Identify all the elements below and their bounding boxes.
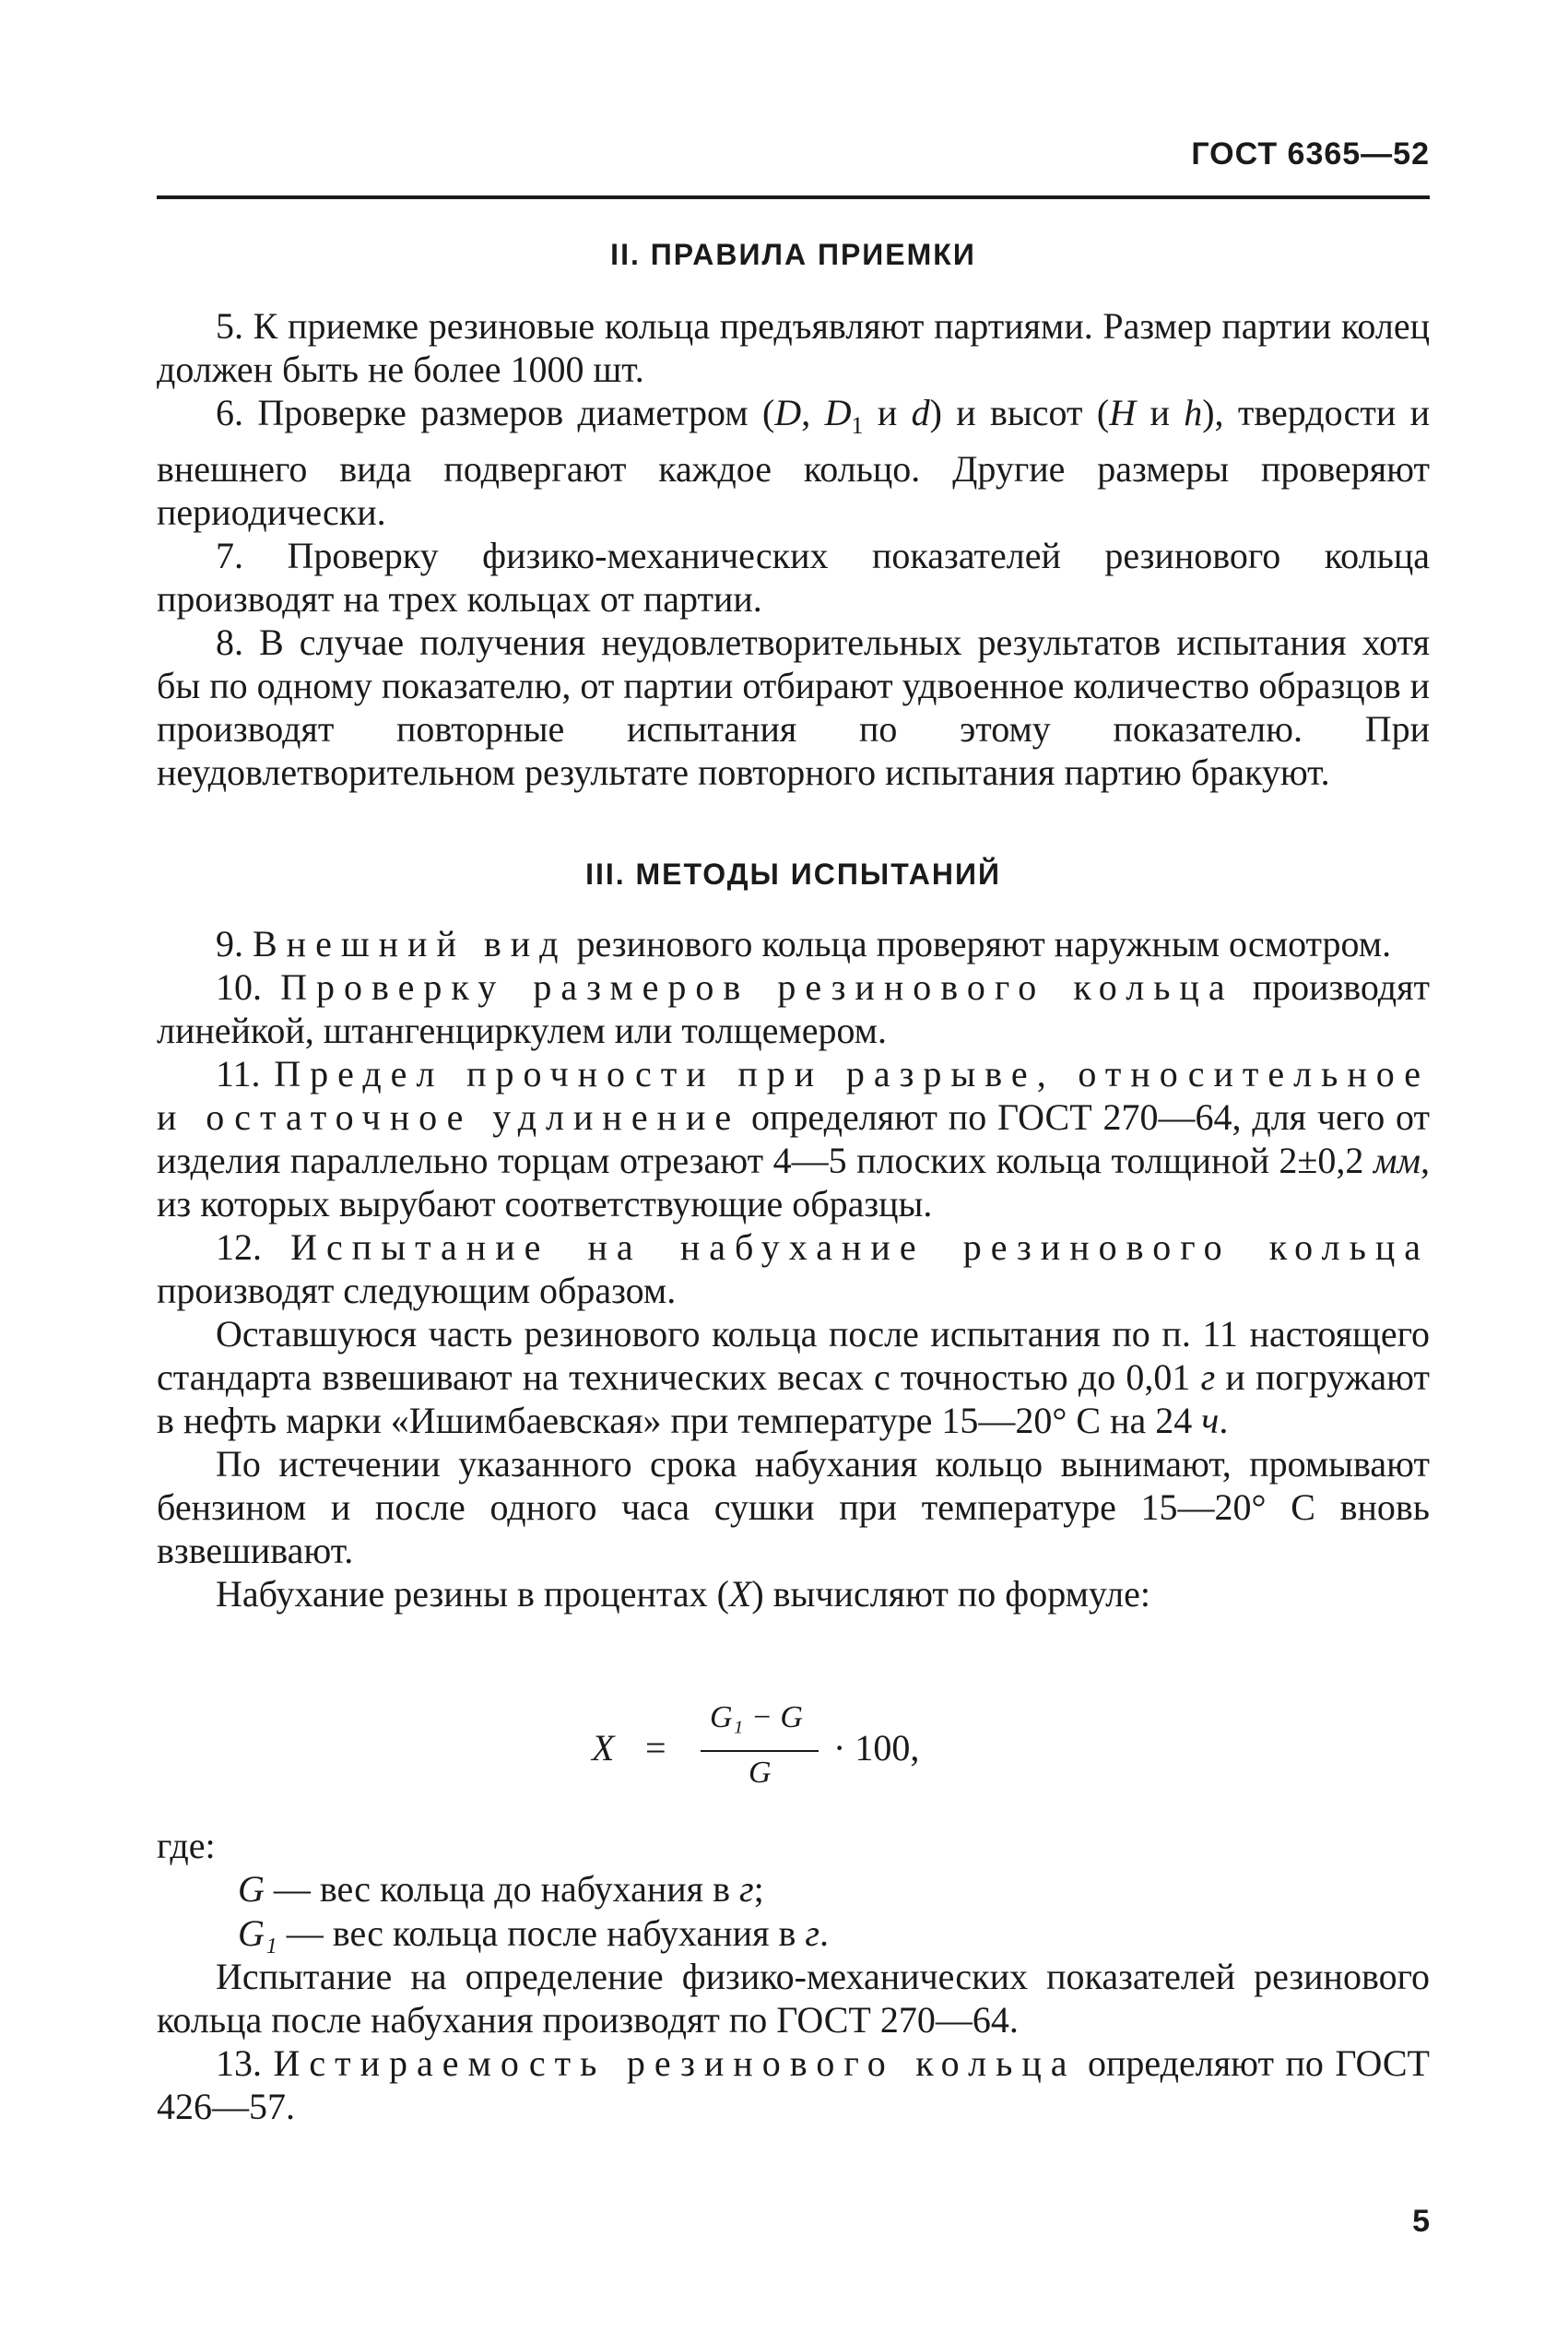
formula-lhs: X	[592, 1727, 615, 1769]
fraction-bar	[701, 1750, 819, 1752]
paragraph-12-formula-intro: Набухание резины в процентах (X) вычисляют по формуле:	[216, 1573, 1150, 1615]
paragraph-10: 10. Проверку размеров резинового кольца производят линейкой, штангенциркулем или толщемером.	[157, 966, 1430, 1051]
standard-code: ГОСТ 6365—52	[1191, 136, 1430, 172]
where-label: где:	[157, 1825, 216, 1866]
paragraph-9: 9. Внешний вид резинового кольца проверяют наружным осмотром.	[216, 923, 1392, 964]
legend-item-g1: G₁ — вес кольца после набухания в г.	[238, 1912, 829, 1954]
paragraph-11: 11. Предел прочности при разрыве, относительное и остаточное удлинение определяют по ГОСТ 270—64, для чего от изделия параллельно торцам отрезают 4—5 плоских кольца толщиной 2±0,2 мм, из которых вырубают соответствующие образцы.	[157, 1053, 1431, 1225]
paragraph-8: 8. В случае получения неудовлетворительных результатов испытания хотя бы по одному показателю, от партии отбирают удвоенное количество образцов и производят повторные испытания по этому показателю. При неудовлетворительном результате повторного испытания партию бракуют.	[157, 621, 1430, 793]
formula-equals: =	[645, 1727, 666, 1769]
section-title-acceptance: II. ПРАВИЛА ПРИЕМКИ	[610, 238, 976, 271]
page-number: 5	[1412, 2204, 1430, 2239]
paragraph-12-drying: По истечении указанного срока набухания кольцо вынимают, промывают бензином и после одного часа сушки при температуре 15—20° С вновь взвешивают.	[157, 1443, 1430, 1571]
swelling-formula	[0, 1700, 1568, 1815]
formula-multiplier: · 100,	[833, 1727, 920, 1769]
paragraph-6: 6. Проверке размеров диаметром (D, $D_1$ и d) и высот (H и h), твердости и внешнего вида подвергают каждое кольцо. Другие размеры проверяют периодически.	[157, 392, 1431, 533]
acceptance-rules-body	[157, 304, 1430, 794]
paragraph-12-mechanical: Испытание на определение физико-механических показателей резинового кольца после набухания производят по ГОСТ 270—64.	[157, 1956, 1430, 2041]
paragraph-12: 12. Испытание на набухание резинового кольца производят следующим образом.	[157, 1226, 1431, 1311]
legend-item-g: G — вес кольца до набухания в г;	[238, 1868, 764, 1910]
section-title-test-methods: III. МЕТОДЫ ИСПЫТАНИЙ	[585, 858, 1001, 891]
header-rule	[157, 195, 1430, 199]
paragraph-13: 13. Истираемость резинового кольца определяют по ГОСТ 426—57.	[157, 2042, 1430, 2127]
paragraph-12-weighing: Оставшуюся часть резинового кольца после испытания по п. 11 настоящего стандарта взвешивают на технических весах с точностью до 0,01 г и погружают в нефть марки «Ишимбаевская» при температуре 15—20° С на 24 ч.	[157, 1313, 1431, 1441]
test-methods-body	[157, 922, 1430, 1615]
paragraph-5: 5. К приемке резиновые кольца предъявляют партиями. Размер партии колец должен быть не более 1000 шт.	[157, 305, 1430, 390]
test-methods-body-end	[157, 1955, 1430, 2128]
formula-numerator: G₁ − G	[710, 1700, 803, 1734]
formula-denominator: G	[749, 1756, 772, 1790]
paragraph-7: 7. Проверку физико-механических показателей резинового кольца производят на трех кольцах от партии.	[157, 535, 1430, 620]
